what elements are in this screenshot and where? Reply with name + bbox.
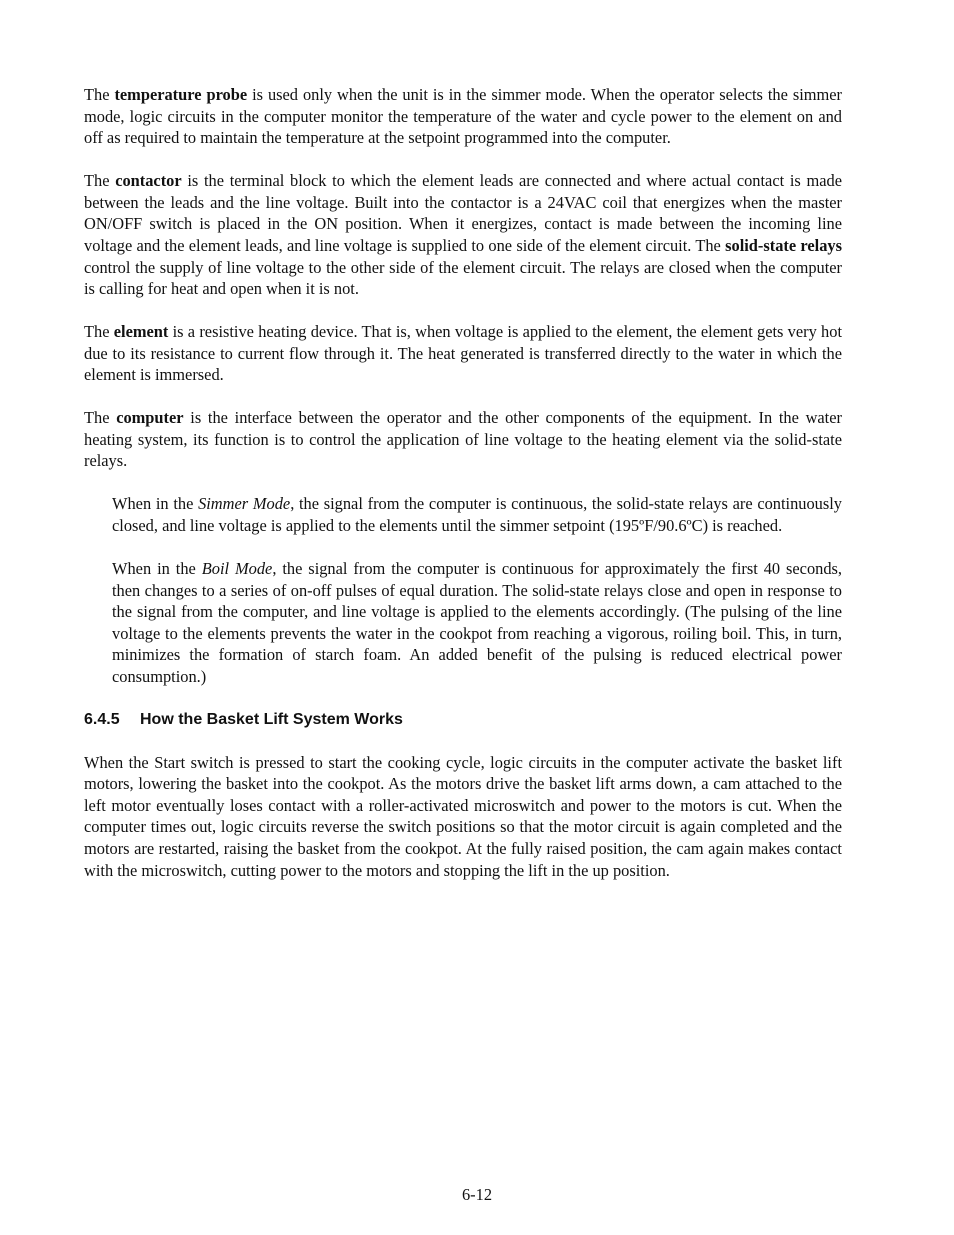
section-heading [84, 709, 842, 731]
term-computer: computer [116, 408, 184, 428]
paragraph-basket-lift [84, 752, 842, 882]
text: is a resistive heating device. That is, when voltage is applied to the element, the element gets very hot due to its resistance to current flow through it. The heat generated is transferred directly to the water in which the element is immersed. [84, 322, 842, 385]
section-title: How the Basket Lift System Works [140, 710, 403, 728]
text: When in the [112, 559, 202, 579]
paragraph-contactor [84, 170, 842, 300]
term-boil-mode: Boil Mode [201, 559, 273, 579]
text: , the signal from the computer is continuous, the solid-state relays are continuously closed, and line voltage is applied to the elements until the simmer setpoint (195ºF/90.6ºC) is reached. [112, 494, 843, 536]
term-temperature-probe: temperature probe [114, 85, 248, 104]
paragraph-boil-mode [112, 558, 842, 688]
text: When the Start switch is pressed to start the cooking cycle, logic circuits in the computer activate the basket lift motors, lowering the basket into the cookpot. As the motors drive the basket lift arms down, a cam attached to the left motor eventually loses contact with a roller-activated microswitch and power to the motors is cut. When the computer times out, logic circuits reverse the switch positions so that the motor circuit is again completed and the motors are restarted, raising the basket from the cookpot. At the fully raised position, the cam again makes contact with the microswitch, cutting power to the motors and stopping the lift in the up position. [84, 752, 842, 880]
term-contactor: contactor [115, 171, 182, 191]
paragraph-simmer-mode [112, 493, 842, 536]
term-element: element [113, 322, 169, 342]
paragraph-element [84, 321, 842, 386]
text: The [84, 85, 115, 104]
paragraph-computer [84, 407, 842, 472]
text: When in the [112, 494, 199, 514]
text: The [84, 322, 114, 342]
text: , the signal from the computer is continuous for approximately the first 40 seconds, then changes to a series of on-off pulses of equal duration. The solid-state relays close and open in response to the signal from the computer, and line voltage is applied to the elements accordingly. (The pulsing of the line voltage to the elements prevents the water in the cookpot from reaching a vigorous, roiling boil. This, in turn, minimizes the formation of starch foam. An added benefit of the pulsing is reduced electrical power consumption.) [112, 559, 843, 687]
text: The [84, 408, 117, 428]
text: The [84, 171, 116, 191]
text: control the supply of line voltage to the other side of the element circuit. The relays are closed when the computer is calling for heat and open when it is not. [84, 257, 842, 299]
term-solid-state-relays: solid-state relays [725, 235, 843, 255]
document-page [84, 84, 842, 881]
page-number: 6-12 [461, 1185, 493, 1204]
text: is the interface between the operator and the other components of the equipment. In the water heating system, its function is to control the application of line voltage to the heating element via the solid-state relays. [84, 408, 842, 471]
term-simmer-mode: Simmer Mode [198, 494, 291, 514]
text: is used only when the unit is in the simmer mode. When the operator selects the simmer mode, logic circuits in the computer monitor the temperature of the water and cycle power to the element on and off as required to maintain the temperature at the setpoint programmed into the computer. [84, 85, 843, 148]
paragraph-temperature-probe [84, 84, 842, 149]
text: is the terminal block to which the element leads are connected and where actual contact is made between the leads and the line voltage. Built into the contactor is a 24VAC coil that energizes when the master ON/OFF switch is placed in the ON position. When it energizes, contact is made between the incoming line voltage and the element leads, and line voltage is supplied to one side of the element circuit. The [84, 171, 842, 255]
section-number: 6.4.5 [84, 710, 120, 728]
